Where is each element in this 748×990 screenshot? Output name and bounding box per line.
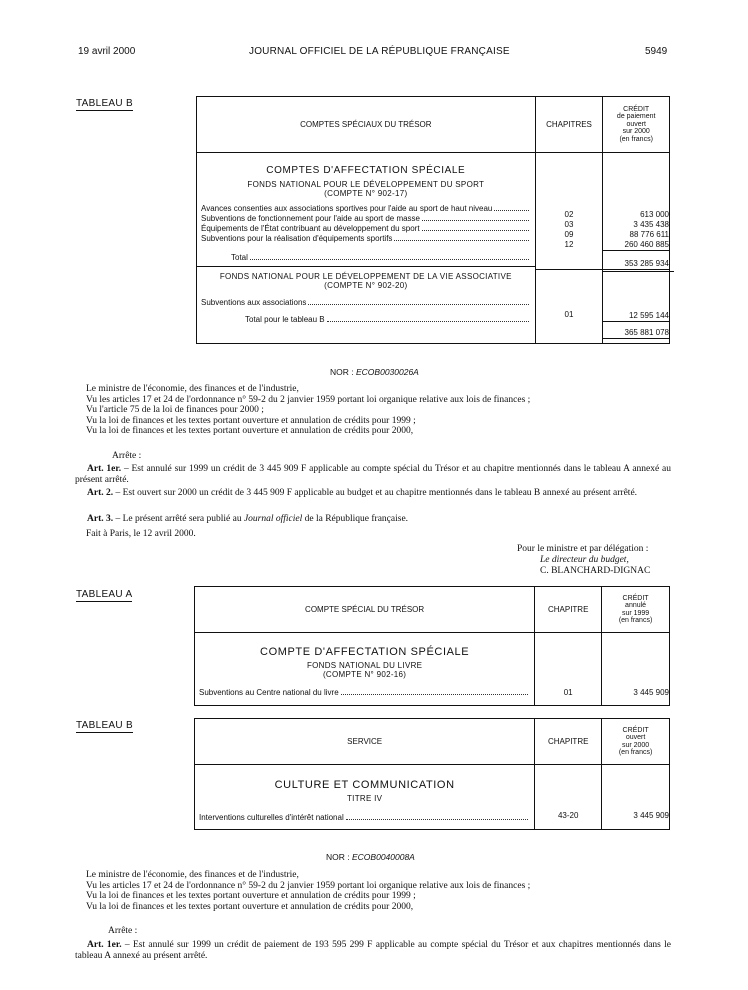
table2-col-compte: COMPTE SPÉCIAL DU TRÉSOR [195, 587, 535, 633]
table1-row: Subventions aux associations [201, 298, 531, 307]
table2-fund-compte: (COMPTE N° 902-16) [322, 670, 407, 679]
table1-amounts-cell: 613 000 3 435 438 88 776 611 260 460 885 353 285 934 12 595 144 365 881 078 [603, 153, 670, 344]
table3-col-service: SERVICE [195, 719, 535, 765]
header-title: JOURNAL OFFICIEL DE LA RÉPUBLIQUE FRANÇAISE [249, 46, 510, 57]
table3-col-credit: CRÉDIT ouvert sur 2000 (en francs) [602, 719, 670, 765]
fait-a-paris: Fait à Paris, le 12 avril 2000. [86, 529, 196, 539]
article-2: Art. 2. – Est ouvert sur 2000 un crédit de 3 445 909 F applicable au budget et au chapitre mentionnés dans le tableau B annexé au présent arrêté. [87, 488, 638, 498]
table1-body [197, 153, 536, 344]
table-tableau-b-1 [196, 96, 670, 344]
table1-row: Équipements de l'État contribuant au développement du sport [201, 224, 531, 234]
table1-fund1-compte: (COMPTE N° 902-17) [324, 189, 408, 198]
table-tableau-a [194, 586, 670, 706]
table1-fund1-title: FONDS NATIONAL POUR LE DÉVELOPPEMENT DU SPORT [247, 180, 485, 189]
table2-amount-cell: 3 445 909 [602, 633, 670, 706]
table1-row: Subventions pour la réalisation d'équipements sportifs [201, 234, 531, 244]
table1-fund2-title: FONDS NATIONAL POUR LE DÉVELOPPEMENT DE LA VIE ASSOCIATIVE [219, 272, 512, 281]
table1-grand-total-row: Total pour le tableau B [201, 315, 531, 324]
table3-col-chapitre: CHAPITRE [535, 719, 602, 765]
table1-fund2-compte: (COMPTE N° 902-20) [324, 281, 408, 290]
table3-titre: TITRE IV [346, 794, 383, 803]
table1-total-amount: 353 285 934 [603, 259, 669, 270]
table1-row: Avances consenties aux associations sportives pour l'aide au sport de haut niveau [201, 204, 531, 214]
nor-reference-2: NOR : ECOB0040008A [326, 852, 415, 862]
nor-reference-1: NOR : ECOB0030026A [330, 367, 419, 377]
table3-body [195, 765, 535, 830]
decree-text-1: Le ministre de l'économie, des finances et de l'industrie, Vu les articles 17 et 24 de l'ordonnance n° 59-2 du 2 janvier 1959 portant loi organique relative aux lois de finances ; Vu l'article 75 de la loi de finances pour 2000 ; Vu la loi de finances et les textes portant ouverture et annulation de crédits pour 1999 ; Vu la loi de finances et les textes portant ouverture et annulation de crédits pour 2000, [86, 384, 531, 437]
table1-grand-total-amount: 365 881 078 [603, 328, 669, 339]
table3-amount-cell: 3 445 909 [602, 765, 670, 830]
table2-section-title: COMPTE D'AFFECTATION SPÉCIALE [260, 646, 470, 658]
table1-col-credit: CRÉDIT de paiement ouvert sur 2000 (en francs) [603, 97, 670, 153]
article-3: Art. 3. – Le présent arrêté sera publié au Journal officiel de la République française. [87, 514, 409, 524]
header-date: 19 avril 2000 [78, 46, 136, 57]
table2-row: Subventions au Centre national du livre [199, 688, 530, 697]
page-number: 5949 [645, 46, 668, 57]
table3-label: TABLEAU B [76, 720, 133, 731]
table2-col-chapitre: CHAPITRE [535, 587, 602, 633]
arrete-heading-2: Arrête : [108, 926, 138, 936]
table1-total-row: Total [201, 253, 531, 262]
table3-section-title: CULTURE ET COMMUNICATION [274, 779, 455, 791]
table3-chapitre-cell: 43-20 [535, 765, 602, 830]
table1-chapitres-cell: 02 03 09 12 01 [535, 153, 603, 344]
table2-fund-title: FONDS NATIONAL DU LIVRE [306, 661, 423, 670]
table1-label: TABLEAU B [76, 98, 133, 109]
signature-line-2: Le directeur du budget, [540, 555, 629, 565]
table2-col-credit: CRÉDIT annulé sur 1999 (en francs) [602, 587, 670, 633]
signature-name: C. BLANCHARD-DIGNAC [540, 566, 651, 576]
decree-text-2: Le ministre de l'économie, des finances et de l'industrie, Vu les articles 17 et 24 de l'ordonnance n° 59-2 du 2 janvier 1959 portant loi organique relative aux lois de finances ; Vu la loi de finances et les textes portant ouverture et annulation de crédits pour 1999 ; Vu la loi de finances et les textes portant ouverture et annulation de crédits pour 2000, [86, 870, 531, 912]
table2-chapitre-cell: 01 [535, 633, 602, 706]
signature-line-1: Pour le ministre et par délégation : [517, 544, 649, 554]
table1-col-comptes: COMPTES SPÉCIAUX DU TRÉSOR [197, 97, 536, 153]
table1-section-title: COMPTES D'AFFECTATION SPÉCIALE [266, 165, 466, 176]
article-1: Art. 1er. – Est annulé sur 1999 un crédit de 3 445 909 F applicable au compte spécial du Trésor et au chapitre mentionnés dans le tableau A annexé au présent arrêté. [75, 464, 671, 485]
arrete-heading-1: Arrête : [112, 451, 142, 461]
table1-row: Subventions de fonctionnement pour l'aide au sport de masse [201, 214, 531, 224]
table-tableau-b-2 [194, 718, 670, 830]
table2-body [195, 633, 535, 706]
table2-label: TABLEAU A [76, 589, 133, 600]
table3-row: Interventions culturelles d'intérêt national [199, 813, 530, 822]
article-1-second-decree: Art. 1er. – Est annulé sur 1999 un crédit de paiement de 193 595 299 F applicable au compte spécial du Trésor et aux chapitres mentionnés dans le tableau A annexé au présent arrêté. [75, 940, 672, 961]
table1-col-chapitres: CHAPITRES [535, 97, 603, 153]
